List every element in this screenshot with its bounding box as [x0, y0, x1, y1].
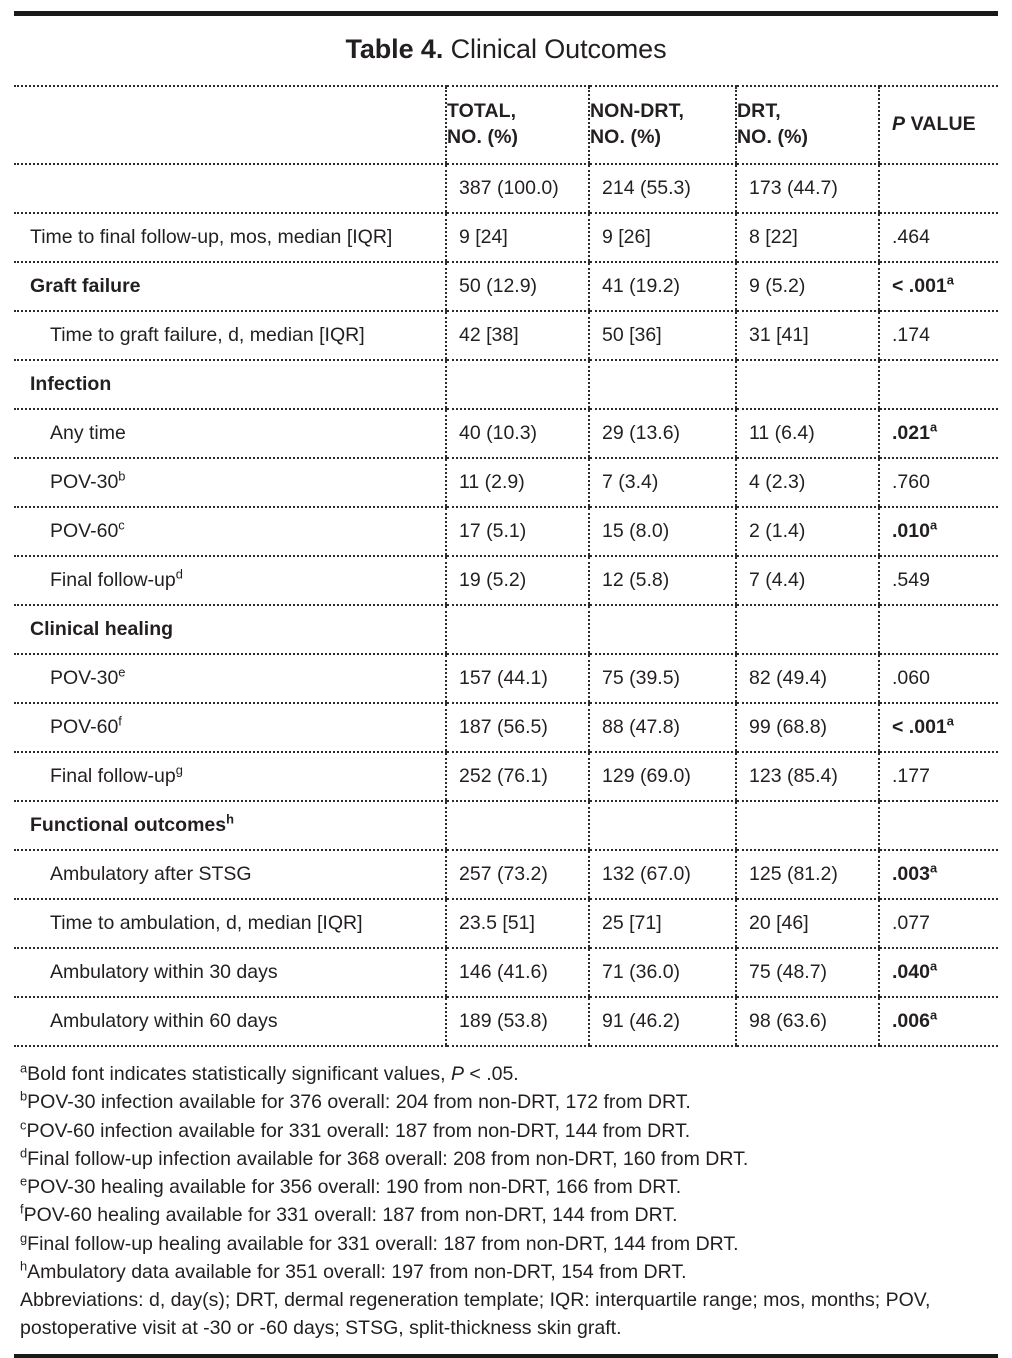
cell-non-drt: 129 (69.0)	[589, 752, 736, 801]
row-label: Graft failure	[30, 274, 141, 297]
cell-total: 187 (56.5)	[446, 703, 589, 752]
cell-p-value	[879, 458, 998, 507]
cell-non-drt: 91 (46.2)	[589, 997, 736, 1046]
cell-drt	[736, 605, 879, 654]
cell-non-drt	[589, 801, 736, 850]
footnote-text: Final follow-up infection available for 368 overall: 208 from non-DRT, 160 from DRT.	[27, 1147, 749, 1170]
column-header-total	[446, 86, 589, 164]
row-label-cell	[14, 899, 446, 948]
cell-drt: 99 (68.8)	[736, 703, 879, 752]
cell-total: 42 [38]	[446, 311, 589, 360]
row-label: Ambulatory within 60 days	[50, 1009, 278, 1032]
table-row	[14, 360, 998, 409]
p-value-text: .021	[892, 421, 930, 444]
cell-p-value	[879, 164, 998, 213]
footnote-marker: h	[20, 1258, 28, 1274]
cell-non-drt: 75 (39.5)	[589, 654, 736, 703]
cell-drt: 11 (6.4)	[736, 409, 879, 458]
abbreviations: Abbreviations: d, day(s); DRT, dermal regeneration template; IQR: interquartile range; mos, months; POV, postoperative visit at -30 or -60 days; STSG, split-thickness skin graft.	[20, 1289, 931, 1339]
cell-total: 19 (5.2)	[446, 556, 589, 605]
cell-p-value	[879, 262, 998, 311]
row-label: Time to final follow-up, mos, median [IQR]	[30, 225, 393, 248]
p-value-text: .760	[892, 470, 930, 493]
cell-p-value	[879, 360, 998, 409]
footnote-italic-p: P	[450, 1063, 464, 1085]
cell-drt: 98 (63.6)	[736, 997, 879, 1046]
row-label: POV-30$^b$	[50, 468, 126, 493]
label-footnote-marker: h	[226, 811, 234, 827]
cell-non-drt: 7 (3.4)	[589, 458, 736, 507]
cell-non-drt: 12 (5.8)	[589, 556, 736, 605]
cell-non-drt: 25 [71]	[589, 899, 736, 948]
cell-drt: 2 (1.4)	[736, 507, 879, 556]
table-row	[14, 850, 998, 899]
p-value-text: < .001	[892, 715, 947, 738]
footnote-marker: b	[20, 1088, 28, 1104]
table-header	[14, 86, 998, 164]
cell-p-value	[879, 997, 998, 1046]
cell-total	[446, 801, 589, 850]
label-footnote-marker: d	[175, 566, 183, 582]
cell-p-value	[879, 801, 998, 850]
p-value-footnote-marker: a	[946, 713, 954, 729]
cell-p-value	[879, 409, 998, 458]
cell-p-value	[879, 605, 998, 654]
footnote-marker: a	[20, 1060, 28, 1076]
cell-p-value	[879, 948, 998, 997]
row-label-cell	[14, 311, 446, 360]
cell-drt: 4 (2.3)	[736, 458, 879, 507]
cell-p-value	[879, 752, 998, 801]
label-footnote-marker: b	[118, 468, 126, 484]
footnote-text: POV-30 infection available for 376 overall: 204 from non-DRT, 172 from DRT.	[27, 1091, 691, 1114]
row-label-cell	[14, 458, 446, 507]
p-value-footnote-marker: a	[929, 1007, 938, 1023]
cell-p-value	[879, 213, 998, 262]
p-value-text: .177	[892, 764, 930, 787]
bottom-rule	[14, 1354, 998, 1358]
row-label: Any time	[50, 421, 126, 444]
cell-non-drt: 71 (36.0)	[589, 948, 736, 997]
cell-non-drt: 214 (55.3)	[589, 164, 736, 213]
table-row	[14, 213, 998, 262]
column-header-non-drt	[589, 86, 736, 164]
table-row	[14, 654, 998, 703]
cell-drt: 173 (44.7)	[736, 164, 879, 213]
header-line-2: NO. (%)	[590, 126, 662, 148]
p-value-footnote-marker: a	[929, 517, 938, 533]
row-label-cell	[14, 262, 446, 311]
header-row	[14, 86, 998, 164]
cell-total: 9 [24]	[446, 213, 589, 262]
row-label-cell	[14, 703, 446, 752]
cell-drt: 75 (48.7)	[736, 948, 879, 997]
cell-total: 17 (5.1)	[446, 507, 589, 556]
footnote-text: Bold font indicates statistically significant values,	[27, 1063, 451, 1085]
p-value-text: .464	[892, 225, 930, 248]
row-label-cell	[14, 409, 446, 458]
table-row	[14, 458, 998, 507]
footnote	[20, 1089, 994, 1116]
cell-total: 23.5 [51]	[446, 899, 589, 948]
row-label-cell	[14, 850, 446, 899]
cell-non-drt: 132 (67.0)	[589, 850, 736, 899]
p-value-text: .003	[892, 862, 930, 885]
p-value-text: < .001	[892, 274, 947, 297]
row-label: Infection	[30, 372, 112, 395]
cell-total	[446, 360, 589, 409]
table-row	[14, 948, 998, 997]
footnote-marker: c	[20, 1117, 27, 1133]
footnote	[20, 1118, 994, 1145]
footnote-marker: g	[20, 1230, 28, 1246]
row-label: POV-60$^c$	[50, 517, 125, 542]
row-label-cell	[14, 997, 446, 1046]
cell-drt: 125 (81.2)	[736, 850, 879, 899]
row-label-cell	[14, 556, 446, 605]
p-value-footnote-marker: a	[929, 419, 938, 435]
p-value-text: .549	[892, 568, 930, 591]
row-label-cell	[14, 213, 446, 262]
row-label-cell	[14, 801, 446, 850]
table-row	[14, 262, 998, 311]
cell-drt: 82 (49.4)	[736, 654, 879, 703]
cell-p-value	[879, 311, 998, 360]
cell-total: 252 (76.1)	[446, 752, 589, 801]
footnote	[20, 1146, 994, 1173]
header-line-1: DRT,	[737, 100, 781, 123]
footnote	[20, 1259, 994, 1286]
row-label: Ambulatory within 30 days	[50, 960, 278, 983]
table-row	[14, 801, 998, 850]
cell-total	[446, 605, 589, 654]
label-footnote-marker: f	[118, 713, 122, 729]
cell-total: 157 (44.1)	[446, 654, 589, 703]
footnote-text: Final follow-up healing available for 331 overall: 187 from non-DRT, 144 from DRT.	[27, 1232, 739, 1255]
row-label-cell	[14, 360, 446, 409]
cell-drt: 8 [22]	[736, 213, 879, 262]
row-label: Functional outcomes$^h$	[30, 811, 234, 836]
table-caption: Clinical Outcomes	[450, 34, 667, 64]
footnote	[20, 1174, 994, 1201]
footnote-text-tail: < .05.	[463, 1063, 519, 1085]
cell-drt: 20 [46]	[736, 899, 879, 948]
row-label: Clinical healing	[30, 617, 174, 640]
footnote-text: POV-30 healing available for 356 overall: 190 from non-DRT, 166 from DRT.	[27, 1176, 682, 1199]
row-label: Ambulatory after STSG	[50, 862, 252, 885]
cell-p-value	[879, 556, 998, 605]
p-value-text: .174	[892, 323, 930, 346]
column-header-label	[14, 86, 446, 164]
column-header-drt	[736, 86, 879, 164]
row-label: Time to ambulation, d, median [IQR]	[50, 911, 363, 934]
cell-drt: 9 (5.2)	[736, 262, 879, 311]
cell-drt: 123 (85.4)	[736, 752, 879, 801]
row-label-cell	[14, 164, 446, 213]
cell-non-drt: 29 (13.6)	[589, 409, 736, 458]
header-line-1: TOTAL,	[447, 100, 517, 123]
cell-drt	[736, 360, 879, 409]
table-number: Table 4.	[345, 34, 444, 64]
cell-non-drt: 50 [36]	[589, 311, 736, 360]
cell-total: 50 (12.9)	[446, 262, 589, 311]
row-label: Final follow-$up^d$	[50, 566, 183, 591]
p-value-text: .010	[892, 519, 930, 542]
table-row	[14, 752, 998, 801]
cell-drt	[736, 801, 879, 850]
table-row	[14, 164, 998, 213]
footnote-text: POV-60 infection available for 331 overall: 187 from non-DRT, 144 from DRT.	[26, 1119, 691, 1142]
table-row	[14, 703, 998, 752]
table-row	[14, 556, 998, 605]
footnote-marker: e	[20, 1173, 28, 1189]
footnote-text: POV-60 healing available for 331 overall: 187 from non-DRT, 144 from DRT.	[23, 1204, 678, 1227]
p-value-footnote-marker: a	[946, 272, 954, 288]
footnote-text: Ambulatory data available for 351 overall: 197 from non-DRT, 154 from DRT.	[27, 1261, 687, 1284]
column-header-p-value	[879, 86, 998, 164]
p-value-footnote-marker: a	[929, 860, 938, 876]
row-label-cell	[14, 948, 446, 997]
cell-non-drt: 41 (19.2)	[589, 262, 736, 311]
label-footnote-marker: e	[118, 664, 126, 680]
cell-non-drt: 15 (8.0)	[589, 507, 736, 556]
cell-non-drt	[589, 605, 736, 654]
page-title	[14, 16, 998, 85]
row-label-cell	[14, 752, 446, 801]
footnote	[20, 1061, 994, 1088]
cell-p-value	[879, 703, 998, 752]
row-label: Time to graft failure, d, median [IQR]	[50, 323, 365, 346]
table-row	[14, 899, 998, 948]
p-italic: P	[892, 113, 906, 136]
cell-p-value	[879, 899, 998, 948]
cell-total: 146 (41.6)	[446, 948, 589, 997]
p-value-text: .006	[892, 1009, 930, 1032]
p-value-text: .040	[892, 960, 930, 983]
footnote	[20, 1231, 994, 1258]
cell-total: 387 (100.0)	[446, 164, 589, 213]
label-footnote-marker: c	[118, 517, 125, 533]
row-label-cell	[14, 654, 446, 703]
footnotes-block	[14, 1047, 998, 1343]
cell-p-value	[879, 507, 998, 556]
cell-non-drt: 9 [26]	[589, 213, 736, 262]
cell-total: 189 (53.8)	[446, 997, 589, 1046]
table-row	[14, 605, 998, 654]
bottom-spacer	[14, 1343, 998, 1344]
cell-drt: 7 (4.4)	[736, 556, 879, 605]
table-row	[14, 507, 998, 556]
cell-drt: 31 [41]	[736, 311, 879, 360]
footnote-marker: d	[20, 1145, 28, 1161]
header-line-1: NON-DRT,	[590, 100, 684, 123]
label-footnote-marker: g	[175, 762, 183, 778]
row-label: POV-60$^f$	[50, 713, 122, 738]
row-label-cell	[14, 507, 446, 556]
cell-p-value	[879, 654, 998, 703]
clinical-outcomes-table	[14, 85, 998, 1047]
header-line-2: NO. (%)	[737, 126, 809, 148]
cell-non-drt	[589, 360, 736, 409]
cell-non-drt: 88 (47.8)	[589, 703, 736, 752]
p-value-word: VALUE	[905, 113, 976, 136]
table-row	[14, 311, 998, 360]
row-label: POV-30e	[50, 664, 126, 689]
table-row	[14, 409, 998, 458]
table-row	[14, 997, 998, 1046]
p-value-text: .077	[892, 911, 930, 934]
header-line-2: NO. (%)	[447, 126, 519, 148]
p-value-text: .060	[892, 666, 930, 689]
cell-p-value	[879, 850, 998, 899]
table-body	[14, 164, 998, 1046]
cell-total: 11 (2.9)	[446, 458, 589, 507]
footnote-marker: f	[20, 1201, 24, 1217]
row-label: Final follow-$up^g$	[50, 762, 183, 787]
footnote	[20, 1202, 994, 1229]
row-label-cell	[14, 605, 446, 654]
p-value-footnote-marker: a	[929, 958, 938, 974]
cell-total: 40 (10.3)	[446, 409, 589, 458]
cell-total: 257 (73.2)	[446, 850, 589, 899]
